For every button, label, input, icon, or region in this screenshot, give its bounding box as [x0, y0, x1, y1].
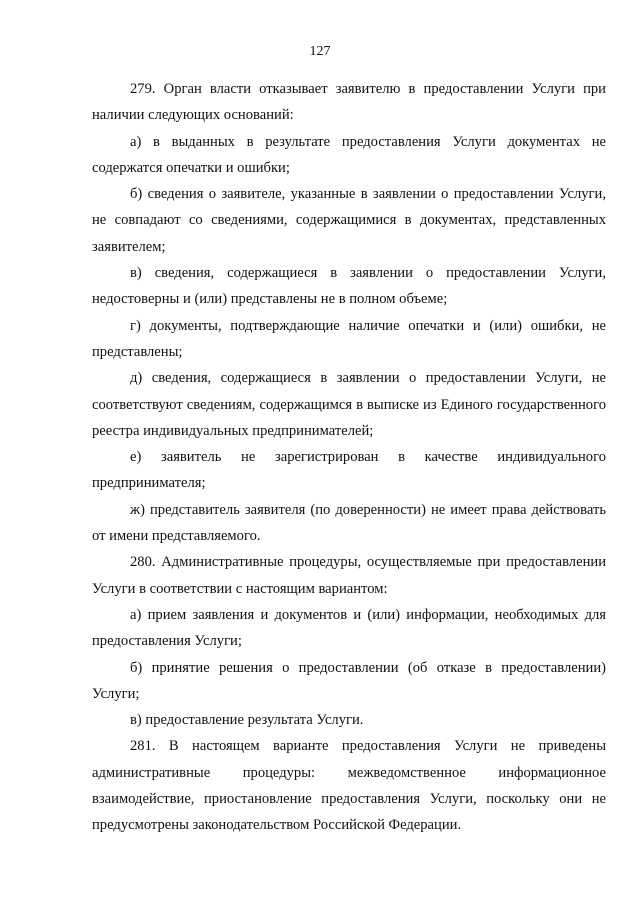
- list-item-b: б) сведения о заявителе, указанные в заявлении о предоставлении Услуги, не совпадают со сведениями, содержащимися в документах, представленных заявителем;: [92, 186, 606, 255]
- procedure-item-a: а) прием заявления и документов и (или) информации, необходимых для предоставления Услуги;: [92, 606, 606, 650]
- paragraph-280: 280. Административные процедуры, осуществляемые при предоставлении Услуги в соответствии с настоящим вариантом:: [92, 554, 606, 597]
- paragraph-279: 279. Орган власти отказывает заявителю в предоставлении Услуги при наличии следующих оснований:: [92, 81, 606, 124]
- list-item-g: г) документы, подтверждающие наличие опечатки и (или) ошибки, не представлены;: [92, 317, 606, 360]
- procedure-item-b: б) принятие решения о предоставлении (об отказе в предоставлении) Услуги;: [92, 659, 606, 702]
- list-item-zh: ж) представитель заявителя (по доверенности) не имеет права действовать от имени представляемого.: [92, 501, 606, 545]
- procedure-item-v: в) предоставление результата Услуги.: [130, 712, 364, 729]
- list-item-d: д) сведения, содержащиеся в заявлении о предоставлении Услуги, не соответствуют сведениям, содержащимся в выписке из Единого государственного реестра индивидуальных предпринимателей;: [92, 370, 606, 439]
- page-number: 127: [309, 44, 331, 59]
- paragraph-281: 281. В настоящем варианте предоставления Услуги не приведены административные процедуры: межведомственное информационное взаимодействие, приостановление предоставления Услуги, поскольку они не предусмотрены законодательством Российской Федерации.: [92, 738, 606, 834]
- list-item-e: е) заявитель не зарегистрирован в качестве индивидуального предпринимателя;: [92, 449, 606, 492]
- list-item-a: а) в выданных в результате предоставления Услуги документах не содержатся опечатки и ошибки;: [92, 133, 606, 176]
- list-item-v: в) сведения, содержащиеся в заявлении о предоставлении Услуги, недостоверны и (или) представлены не в полном объеме;: [92, 265, 606, 308]
- document-body: [92, 76, 606, 839]
